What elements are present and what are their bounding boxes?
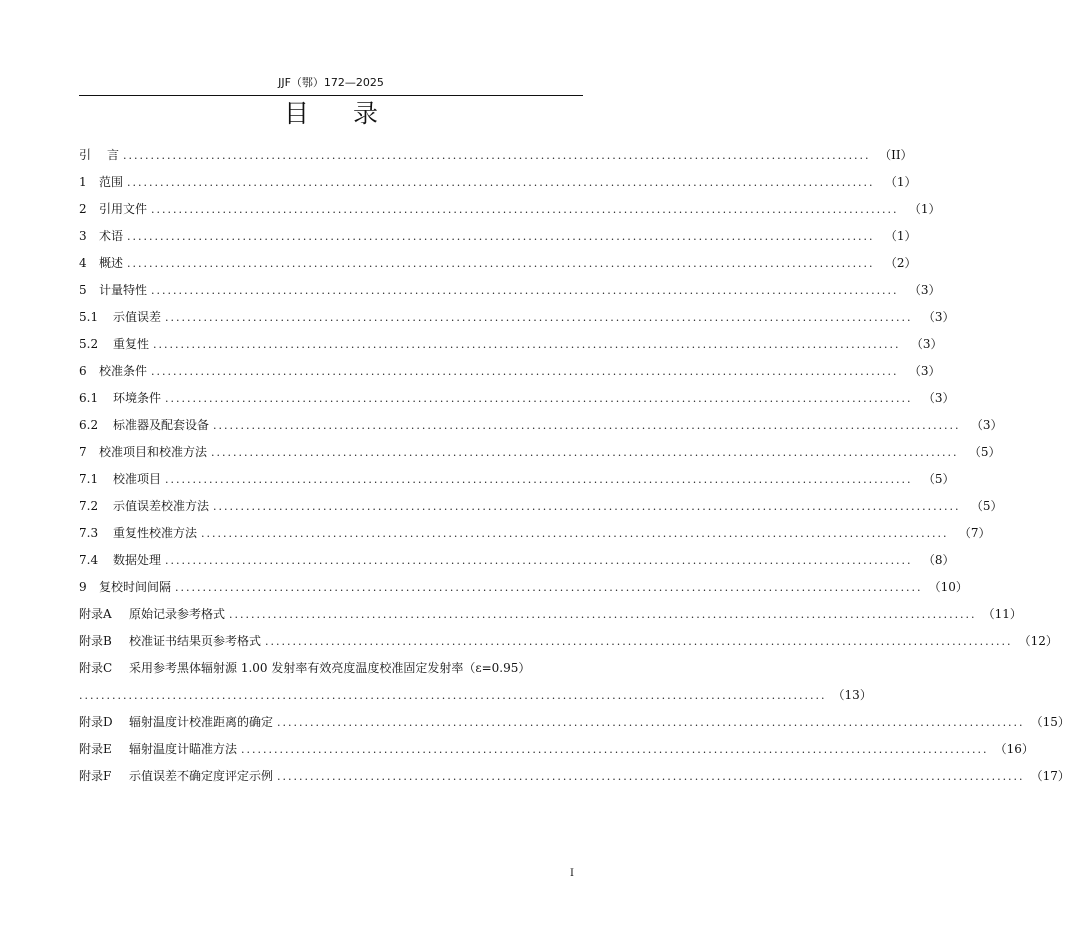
toc-entry-title: 校准证书结果页参考格式 (129, 634, 262, 648)
toc-entry[interactable] (79, 574, 968, 601)
toc-entry-page: （3） (908, 364, 941, 378)
toc-entry[interactable] (79, 304, 955, 331)
toc-entry-title: 数据处理 (113, 553, 162, 567)
toc-entry-label (79, 574, 171, 601)
toc-entry-title: 辐射温度计校准距离的确定 (129, 715, 274, 729)
toc-entry-page: （1） (908, 202, 941, 216)
toc-entry-title: 校准项目和校准方法 (99, 445, 208, 459)
toc-entry-label (79, 493, 209, 520)
page-number: I (570, 868, 574, 879)
toc-leader-dots: ........................................................................................................................................ (229, 608, 977, 621)
toc-entry[interactable] (79, 520, 991, 547)
toc-entry[interactable] (79, 655, 579, 682)
toc-entry-title: 引用文件 (99, 202, 148, 216)
toc-entry-number: 附录E (79, 742, 112, 756)
toc-leader-dots: ........................................................................................................................................ (127, 230, 875, 243)
toc-entry-page: （2） (884, 256, 917, 270)
toc-entry-title: 示值误差校准方法 (113, 499, 210, 513)
toc-entry-title: 范围 (99, 175, 124, 189)
toc-entry-number: 6 (79, 364, 87, 378)
toc-entry-number: 6.2 (79, 418, 99, 432)
toc-entry[interactable] (79, 547, 955, 574)
toc-entry-number: 2 (79, 202, 87, 216)
toc-entry-label (79, 655, 530, 682)
toc-entry[interactable] (79, 601, 1022, 628)
toc-entry-page: （3） (922, 391, 955, 405)
toc-leader-dots: ........................................................................................................................................ (151, 365, 899, 378)
toc-entry-number: 9 (79, 580, 87, 594)
table-of-contents (79, 142, 1070, 790)
toc-entry-label (79, 520, 197, 547)
toc-entry-page: （3） (910, 337, 943, 351)
toc-entry[interactable] (79, 682, 872, 709)
toc-entry[interactable] (79, 331, 943, 358)
toc-entry-title: 复校时间间隔 (99, 580, 172, 594)
toc-entry[interactable] (79, 763, 1070, 790)
toc-entry-number: 4 (79, 256, 87, 270)
toc-entry-title: 辐射温度计瞄准方法 (129, 742, 238, 756)
toc-entry-number: 7.4 (79, 553, 99, 567)
toc-entry-label (79, 709, 273, 736)
toc-entry[interactable] (79, 142, 913, 169)
toc-entry[interactable] (79, 493, 1003, 520)
toc-entry[interactable] (79, 385, 955, 412)
toc-leader-dots: ........................................................................................................................................ (127, 257, 875, 270)
toc-entry-title: 环境条件 (113, 391, 162, 405)
toc-entry-page: （13） (832, 688, 872, 702)
toc-entry-number: 5.1 (79, 310, 99, 324)
toc-entry-page: （5） (970, 499, 1003, 513)
toc-entry-page: （12） (1018, 634, 1058, 648)
toc-entry-number: 7 (79, 445, 87, 459)
toc-leader-dots: ........................................................................................................................................ (277, 770, 1025, 783)
toc-entry-label (79, 628, 261, 655)
toc-entry-number: 7.2 (79, 499, 99, 513)
document-code-header: JJF（鄂）172—2025 (278, 76, 384, 89)
toc-entry[interactable] (79, 169, 917, 196)
toc-entry-page: （1） (884, 175, 917, 189)
toc-entry-page: （3） (970, 418, 1003, 432)
toc-entry-label (79, 412, 209, 439)
toc-entry-title: 概述 (99, 256, 124, 270)
toc-entry-label (79, 547, 161, 574)
toc-leader-dots: ........................................................................................................................................ (277, 716, 1025, 729)
toc-leader-dots: ........................................................................................................................................ (165, 392, 913, 405)
toc-entry-number: 1 (79, 175, 87, 189)
toc-entry[interactable] (79, 277, 941, 304)
toc-leader-dots: ........................................................................................................................................ (79, 689, 827, 702)
toc-entry-number: 5.2 (79, 337, 99, 351)
page-title: 目录 (283, 99, 422, 128)
toc-entry-label (79, 385, 161, 412)
toc-entry-page: （5） (968, 445, 1001, 459)
toc-entry-number: 6.1 (79, 391, 99, 405)
toc-entry-number: 7.1 (79, 472, 99, 486)
toc-leader-dots: ........................................................................................................................................ (213, 419, 961, 432)
toc-entry-title: 计量特性 (99, 283, 148, 297)
toc-entry-number: 5 (79, 283, 87, 297)
toc-entry-label (79, 601, 225, 628)
toc-entry-number: 附录D (79, 715, 113, 729)
toc-entry[interactable] (79, 412, 1003, 439)
toc-entry-page: （7） (958, 526, 991, 540)
toc-leader-dots: ........................................................................................................................................ (123, 149, 871, 162)
toc-leader-dots: ........................................................................................................................................ (151, 203, 899, 216)
toc-entry-page: （3） (922, 310, 955, 324)
toc-entry-label (79, 304, 161, 331)
toc-entry-number: 附录F (79, 769, 112, 783)
toc-entry-label (79, 250, 123, 277)
toc-leader-dots: ........................................................................................................................................ (153, 338, 901, 351)
toc-leader-dots: ........................................................................................................................................ (265, 635, 1013, 648)
toc-entry-page: （17） (1030, 769, 1070, 783)
toc-entry-label (79, 358, 147, 385)
toc-entry-label (79, 466, 161, 493)
toc-entry[interactable] (79, 709, 1070, 736)
toc-entry-page: （10） (928, 580, 968, 594)
toc-entry[interactable] (79, 196, 941, 223)
toc-entry-label (79, 196, 147, 223)
toc-entry-title: 标准器及配套设备 (113, 418, 210, 432)
toc-entry-title: 示值误差不确定度评定示例 (129, 769, 274, 783)
toc-leader-dots: ........................................................................................................................................ (165, 554, 913, 567)
toc-entry[interactable] (79, 628, 1058, 655)
toc-leader-dots: ........................................................................................................................................ (201, 527, 949, 540)
toc-entry[interactable] (79, 439, 1001, 466)
toc-entry-title: 原始记录参考格式 (129, 607, 226, 621)
toc-entry-title: 校准项目 (113, 472, 162, 486)
toc-leader-dots: ........................................................................................................................................ (165, 311, 913, 324)
toc-leader-dots: ........................................................................................................................................ (151, 284, 899, 297)
toc-entry-page: （II） (879, 148, 913, 162)
toc-entry-label (79, 142, 119, 169)
toc-entry-number: 7.3 (79, 526, 99, 540)
toc-entry-title: 校准条件 (99, 364, 148, 378)
toc-entry-title: 重复性 (113, 337, 150, 351)
toc-entry-number: 附录C (79, 661, 113, 675)
toc-leader-dots: ........................................................................................................................................ (165, 473, 913, 486)
toc-entry-page: （16） (994, 742, 1034, 756)
toc-entry-label (79, 331, 149, 358)
toc-entry-label (79, 439, 207, 466)
toc-entry[interactable] (79, 466, 955, 493)
toc-entry-label (79, 736, 237, 763)
toc-entry-title: 重复性校准方法 (113, 526, 198, 540)
toc-entry-label (79, 223, 123, 250)
toc-entry[interactable] (79, 223, 917, 250)
toc-entry-title: 言 (107, 148, 120, 162)
toc-leader-dots: ........................................................................................................................................ (213, 500, 961, 513)
toc-entry-label (79, 277, 147, 304)
toc-entry-page: （5） (922, 472, 955, 486)
toc-entry-title: 示值误差 (113, 310, 162, 324)
toc-entry-page: （11） (982, 607, 1022, 621)
toc-entry-number: 附录A (79, 607, 112, 621)
toc-entry[interactable] (79, 358, 941, 385)
toc-entry-label (79, 169, 123, 196)
toc-entry[interactable] (79, 736, 1034, 763)
toc-entry-page: （1） (884, 229, 917, 243)
toc-entry-title: 采用参考黑体辐射源 1.00 发射率有效亮度温度校准固定发射率（ε=0.95） (129, 661, 531, 675)
header-rule (79, 95, 583, 96)
toc-leader-dots: ........................................................................................................................................ (211, 446, 959, 459)
toc-entry-number: 3 (79, 229, 87, 243)
toc-entry-page: （8） (922, 553, 955, 567)
toc-entry-number: 引 (79, 148, 92, 162)
toc-entry-label (79, 763, 273, 790)
toc-leader-dots: ........................................................................................................................................ (241, 743, 989, 756)
toc-leader-dots: ........................................................................................................................................ (127, 176, 875, 189)
toc-entry-page: （3） (908, 283, 941, 297)
toc-entry-page: （15） (1030, 715, 1070, 729)
toc-leader-dots: ........................................................................................................................................ (175, 581, 923, 594)
toc-entry-number: 附录B (79, 634, 112, 648)
toc-entry-title: 术语 (99, 229, 124, 243)
toc-entry[interactable] (79, 250, 917, 277)
